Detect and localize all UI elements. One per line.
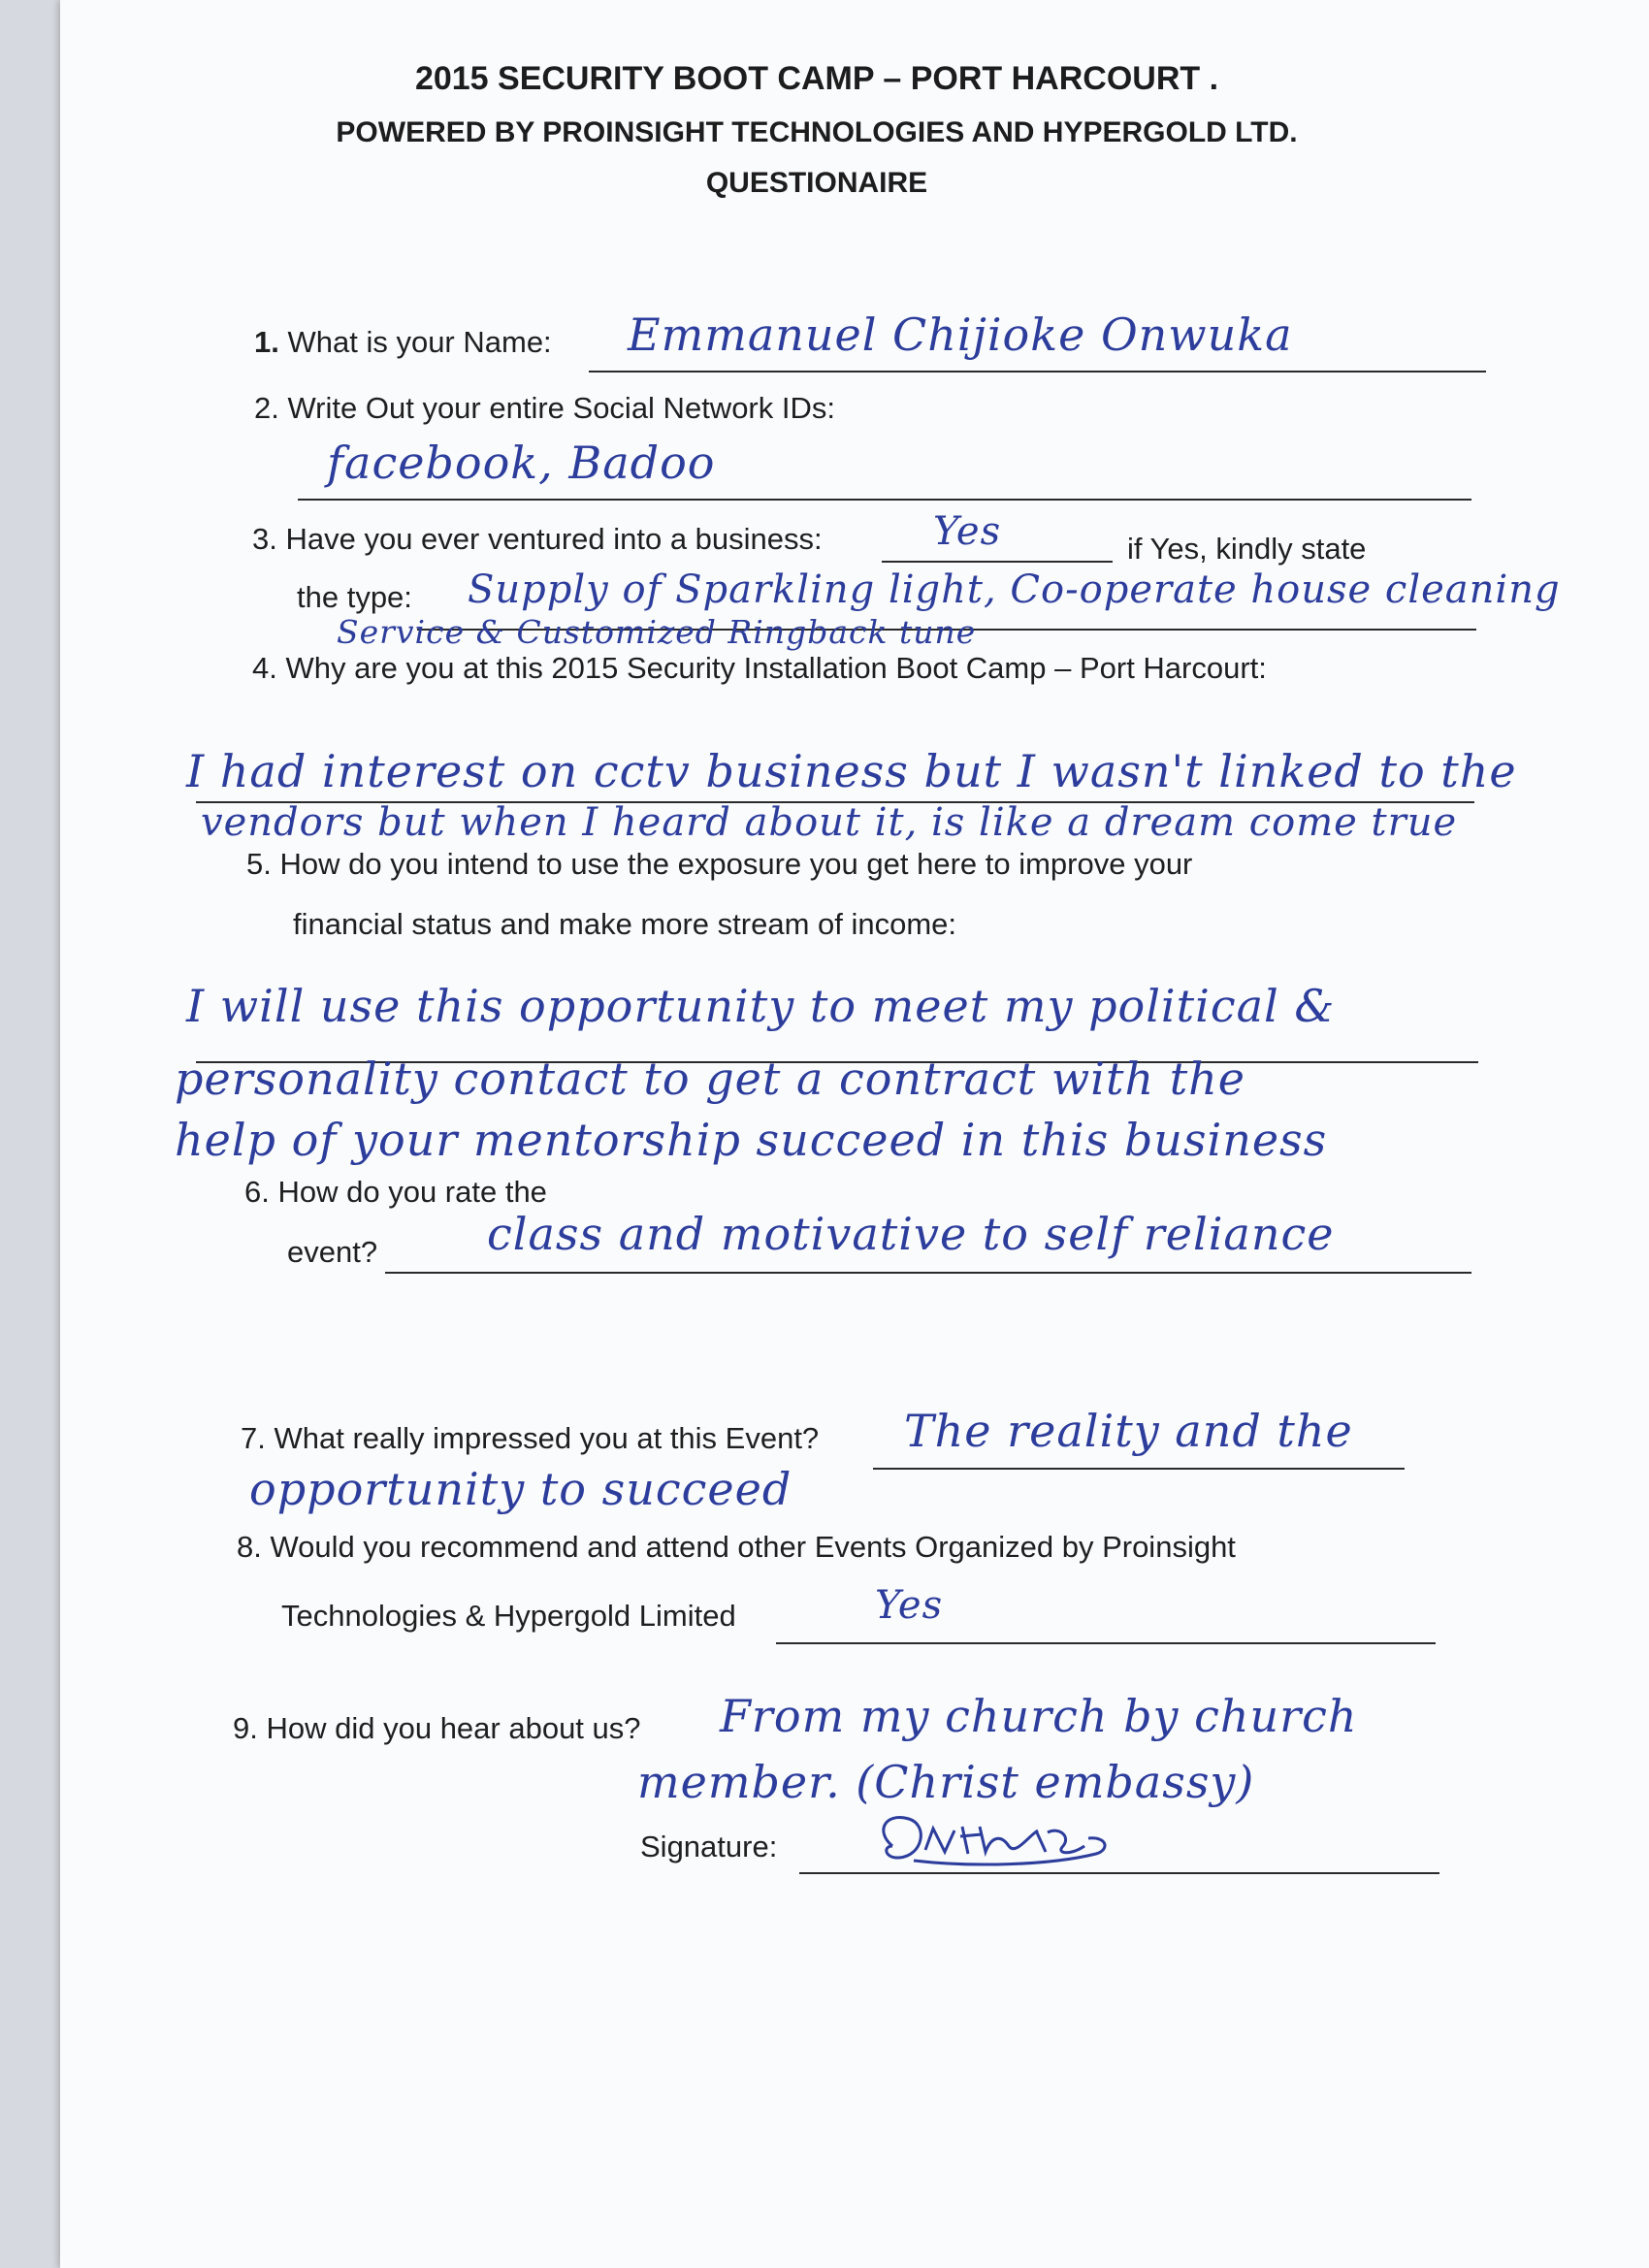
question-9 — [233, 1711, 641, 1746]
form-name: QUESTIONAIRE — [705, 167, 928, 199]
question-text: How do you rate the — [277, 1175, 547, 1209]
answer-9-line-1: From my church by church — [720, 1690, 1358, 1742]
question-number: 8. — [237, 1530, 262, 1564]
question-text: Write Out your entire Social Network IDs: — [287, 391, 835, 425]
question-text: How did you hear about us? — [266, 1711, 641, 1745]
question-number: 5. — [246, 847, 272, 881]
question-text: What really impressed you at this Event? — [274, 1421, 820, 1455]
answer-line-3-yes[interactable] — [882, 561, 1113, 563]
question-text: Would you recommend and attend other Events Organized by Proinsight — [270, 1530, 1236, 1564]
answer-9-line-2: member. (Christ embassy) — [637, 1756, 1255, 1808]
question-3-followup: if Yes, kindly state — [1127, 532, 1367, 566]
answer-3-type-1: Supply of Sparkling light, Co-operate house cleaning — [468, 567, 1561, 612]
signature-label: Signature: — [640, 1830, 778, 1863]
question-number: 9. — [233, 1711, 258, 1745]
answer-7-line-1: The reality and the — [904, 1405, 1353, 1457]
question-7 — [241, 1421, 819, 1456]
question-1 — [254, 325, 552, 360]
question-3-type-label: the type: — [297, 580, 412, 614]
handwritten-signature — [856, 1807, 1166, 1875]
question-number: 7. — [241, 1421, 266, 1455]
answer-1: Emmanuel Chijioke Onwuka — [628, 308, 1293, 361]
answer-7-line-2: opportunity to succeed — [249, 1463, 792, 1515]
answer-5-line-3: help of your mentorship succeed in this business — [175, 1114, 1328, 1166]
answer-8: Yes — [875, 1583, 944, 1628]
answer-3-type-2: Service & Customized Ringback tune — [337, 613, 977, 651]
question-3 — [252, 522, 823, 557]
answer-line-1[interactable] — [589, 371, 1486, 373]
question-8 — [237, 1530, 1236, 1565]
answer-line-7[interactable] — [873, 1468, 1405, 1470]
question-text: What is your Name: — [287, 325, 552, 359]
question-number: 3. — [252, 522, 277, 556]
answer-6: class and motivative to self reliance — [487, 1208, 1335, 1260]
answer-line-8[interactable] — [776, 1642, 1436, 1644]
form-subtitle: POWERED BY PROINSIGHT TECHNOLOGIES AND HYPERGOLD LTD. — [336, 116, 1298, 148]
question-text: Have you ever ventured into a business: — [285, 522, 823, 556]
answer-4-line-1: I had interest on cctv business but I wasn't linked to the — [186, 745, 1517, 797]
question-number: 4. — [252, 651, 277, 685]
question-4 — [252, 651, 1267, 686]
question-number: 1. — [254, 325, 279, 359]
form-title: 2015 SECURITY BOOT CAMP – PORT HARCOURT . — [414, 60, 1219, 97]
question-2 — [254, 391, 835, 426]
questionnaire-sheet — [60, 0, 1649, 2268]
answer-line-6[interactable] — [385, 1272, 1471, 1274]
question-number: 6. — [244, 1175, 270, 1209]
question-5 — [246, 847, 1192, 882]
question-6 — [244, 1175, 547, 1210]
answer-3-yes: Yes — [933, 509, 1002, 554]
question-8-continued: Technologies & Hypergold Limited — [281, 1599, 736, 1633]
answer-5-line-1: I will use this opportunity to meet my political & — [186, 980, 1336, 1032]
answer-5-line-2: personality contact to get a contract with the — [175, 1053, 1246, 1105]
question-6-event-label: event? — [287, 1235, 378, 1269]
answer-line-2[interactable] — [298, 499, 1471, 501]
question-text: How do you intend to use the exposure you get here to improve your — [279, 847, 1193, 881]
question-5-continued: financial status and make more stream of income: — [293, 907, 957, 941]
answer-4-line-2: vendors but when I heard about it, is like a dream come true — [201, 800, 1458, 845]
question-number: 2. — [254, 391, 279, 425]
answer-2: facebook, Badoo — [327, 437, 716, 489]
question-text: Why are you at this 2015 Security Installation Boot Camp – Port Harcourt: — [285, 651, 1267, 685]
